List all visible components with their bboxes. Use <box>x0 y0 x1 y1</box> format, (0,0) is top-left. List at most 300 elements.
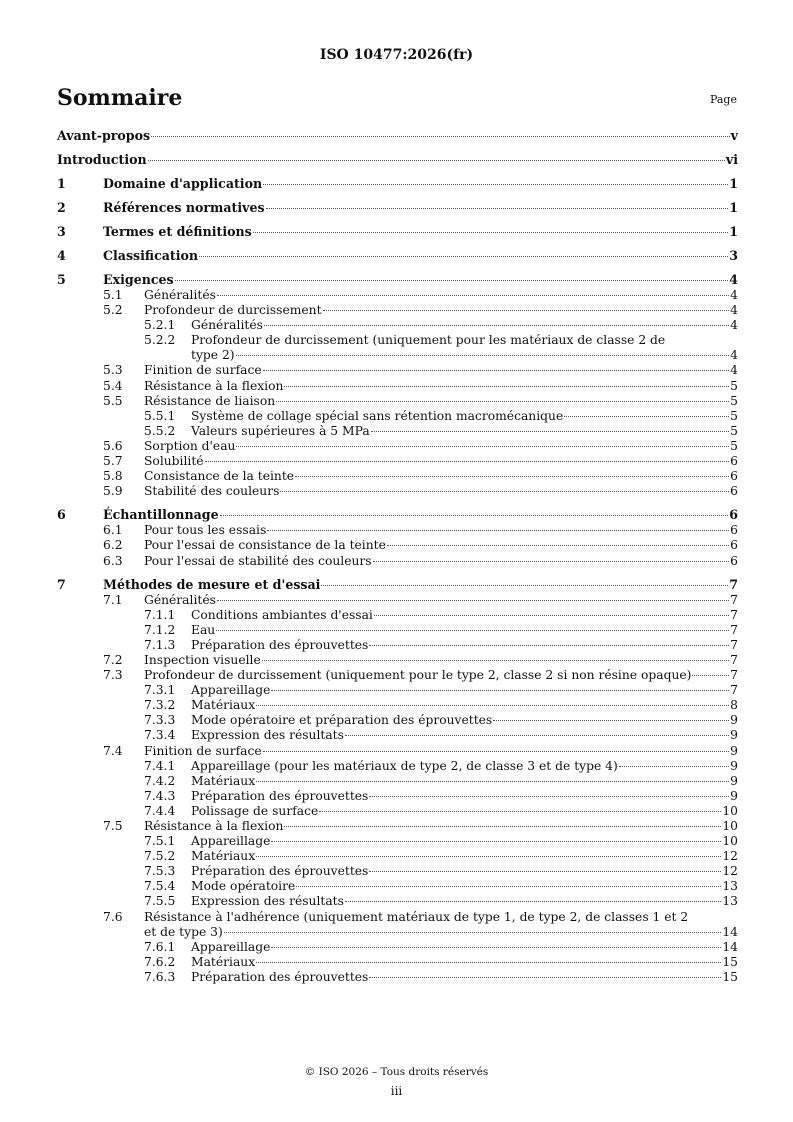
toc-entry-number: 6.3 <box>103 553 123 568</box>
toc-entry[interactable] <box>57 379 738 394</box>
toc-entry[interactable] <box>57 303 738 318</box>
toc-entry-title: Préparation des éprouvettes <box>191 637 369 652</box>
toc-entry[interactable] <box>57 759 738 774</box>
dot-leader <box>345 735 729 736</box>
toc-entry-title: Préparation des éprouvettes <box>191 969 369 984</box>
toc-entry-number: 7.5.3 <box>144 864 176 879</box>
dot-leader <box>151 136 730 137</box>
table-of-contents <box>57 128 738 985</box>
toc-entry[interactable] <box>57 970 738 985</box>
toc-entry[interactable] <box>57 454 738 469</box>
toc-entry-title-cell <box>144 538 730 553</box>
toc-entry[interactable] <box>57 409 738 424</box>
toc-entry-number: 6.1 <box>103 523 123 538</box>
document-id-header: ISO 10477:2026(fr) <box>319 47 474 63</box>
toc-entry-title-cell <box>144 484 730 499</box>
toc-entry-title-cell <box>191 894 722 909</box>
toc-entry-number: 7.5.5 <box>144 894 176 909</box>
dot-leader <box>271 947 721 948</box>
toc-entry-page: 7 <box>730 637 738 652</box>
toc-entry-page: 5 <box>730 393 738 408</box>
copyright-footer: © ISO 2026 – Tous droits réservés <box>304 1066 489 1078</box>
toc-entry-title: Résistance à l'adhérence (uniquement matériaux de type 1, de type 2, de classes 1 et 2 <box>144 909 689 924</box>
toc-entry-number: 7.5 <box>103 819 123 833</box>
dot-leader <box>321 585 728 586</box>
toc-entry-title: Consistance de la teinte <box>144 469 295 484</box>
toc-entry-title-continued: type 2) <box>191 348 235 363</box>
toc-entry-number: 5.5 <box>103 393 123 408</box>
dot-leader <box>224 932 722 933</box>
toc-entry-number: 5.6 <box>103 438 123 453</box>
toc-entry[interactable] <box>57 683 738 698</box>
dot-leader <box>284 826 721 827</box>
toc-entry-title-cell <box>191 728 730 743</box>
toc-entry-title: Matériaux <box>191 849 256 864</box>
toc-entry-page: 1 <box>729 200 738 215</box>
toc-entry-title: Résistance à la flexion <box>144 378 284 393</box>
toc-entry-number: 3 <box>57 224 66 239</box>
toc-entry-title-cell <box>57 152 726 168</box>
toc-entry[interactable] <box>57 538 738 553</box>
toc-entry-continuation[interactable] <box>57 348 738 363</box>
toc-entry-page: 3 <box>729 248 738 263</box>
toc-entry-title-cell <box>191 834 722 849</box>
toc-entry-title: Stabilité des couleurs <box>144 484 280 499</box>
dot-leader <box>373 561 730 562</box>
toc-entry[interactable] <box>57 910 738 925</box>
dot-leader <box>280 491 729 492</box>
toc-entry-title-cell <box>191 849 722 864</box>
toc-entry-title: Exigences <box>103 272 174 287</box>
toc-entry-page: 1 <box>729 224 738 239</box>
toc-entry-page: 7 <box>729 576 738 592</box>
toc-entry-page: 15 <box>722 969 738 984</box>
toc-entry[interactable] <box>57 248 738 264</box>
toc-entry-title: Profondeur de durcissement (uniquement pour le type 2, classe 2 si non résine opaque) <box>144 668 692 683</box>
toc-entry[interactable] <box>57 774 738 789</box>
toc-entry-title: Eau <box>191 622 216 637</box>
dot-leader <box>564 416 729 417</box>
toc-entry-number: 7 <box>57 576 66 592</box>
toc-entry-title-cell <box>103 224 729 240</box>
toc-entry-page: 6 <box>730 538 738 553</box>
toc-entry-page: 13 <box>722 894 738 909</box>
toc-entry[interactable] <box>57 288 738 303</box>
toc-entry-number: 7.1.3 <box>144 637 176 652</box>
dot-leader <box>371 431 729 432</box>
dot-leader <box>387 545 729 546</box>
toc-entry-title-cell <box>191 955 722 970</box>
toc-entry[interactable] <box>57 623 738 638</box>
dot-leader <box>236 446 729 447</box>
toc-entry-page: 5 <box>730 408 738 423</box>
toc-entry-number: 5 <box>57 272 66 287</box>
toc-entry-title-cell <box>191 318 730 333</box>
toc-entry-page: 14 <box>722 924 738 939</box>
toc-entry-page: 10 <box>722 803 738 818</box>
dot-leader <box>256 856 721 857</box>
toc-entry-page: 9 <box>730 713 738 728</box>
toc-entry-title-cell <box>191 638 730 653</box>
toc-entry[interactable] <box>57 864 738 879</box>
toc-entry-title-cell <box>191 348 730 363</box>
toc-entry-title: Système de collage spécial sans rétention macromécanique <box>191 408 564 423</box>
toc-entry-title: Matériaux <box>191 954 256 969</box>
toc-entry[interactable] <box>57 804 738 819</box>
toc-entry-title-cell <box>191 789 730 804</box>
toc-entry-page: 7 <box>730 668 738 683</box>
dot-leader <box>262 660 729 661</box>
dot-leader <box>216 630 729 631</box>
dot-leader <box>271 841 721 842</box>
toc-entry-title-cell <box>191 940 722 955</box>
toc-entry-title-cell <box>144 744 730 759</box>
dot-leader <box>236 355 730 356</box>
toc-entry-number: 7.3.4 <box>144 728 176 743</box>
dot-leader <box>256 781 729 782</box>
toc-entry-page: 6 <box>730 553 738 568</box>
toc-entry-number: 7.3 <box>103 668 123 683</box>
toc-entry-title-cell <box>103 200 729 216</box>
toc-entry-page: 9 <box>730 758 738 773</box>
toc-entry-number: 7.1.2 <box>144 622 176 637</box>
toc-entry-title: Finition de surface <box>144 743 262 758</box>
toc-entry-page: 13 <box>722 879 738 894</box>
toc-entry-page: 12 <box>722 849 738 864</box>
dot-leader <box>263 184 728 185</box>
toc-entry-number: 5.2 <box>103 303 123 318</box>
toc-entry-title-cell <box>191 608 730 623</box>
toc-entry[interactable] <box>57 469 738 484</box>
toc-entry-title: Termes et définitions <box>103 224 252 239</box>
dot-leader <box>319 811 721 812</box>
toc-entry[interactable] <box>57 272 738 288</box>
toc-entry-title: Appareillage <box>191 683 271 698</box>
toc-entry-title: Références normatives <box>103 200 265 215</box>
toc-entry[interactable] <box>57 849 738 864</box>
toc-entry-title-cell <box>144 819 722 834</box>
toc-entry-page: 9 <box>730 728 738 743</box>
toc-entry[interactable] <box>57 593 738 608</box>
toc-entry-title-cell <box>144 288 730 303</box>
dot-leader <box>263 751 730 752</box>
toc-entry-title-cell <box>191 424 730 439</box>
toc-entry-title-cell <box>144 379 730 394</box>
dot-leader <box>271 690 729 691</box>
dot-leader <box>369 871 721 872</box>
toc-entry-title: Profondeur de durcissement (uniquement pour les matériaux de classe 2 de <box>191 333 666 348</box>
toc-entry-page: 4 <box>730 318 738 333</box>
toc-entry-page: vi <box>725 152 738 167</box>
dot-leader <box>263 370 730 371</box>
toc-entry-title: Pour tous les essais <box>144 523 267 538</box>
page-number: iii <box>390 1084 403 1098</box>
toc-entry-title-continued: et de type 3) <box>144 924 223 939</box>
toc-entry[interactable] <box>57 363 738 378</box>
toc-entry-number: 7.6.1 <box>144 939 176 954</box>
toc-entry-page: 7 <box>730 622 738 637</box>
toc-entry[interactable] <box>57 333 738 348</box>
toc-entry[interactable] <box>57 940 738 955</box>
toc-entry-number: 7.3.1 <box>144 683 176 698</box>
toc-entry-title: Expression des résultats <box>191 728 344 743</box>
toc-entry-title-cell <box>144 593 730 608</box>
toc-entry-page: 9 <box>730 788 738 803</box>
toc-entry-page: 8 <box>730 698 738 713</box>
toc-entry-number: 7.5.2 <box>144 849 176 864</box>
toc-entry-title-cell <box>103 272 729 288</box>
toc-entry-page: 5 <box>730 378 738 393</box>
toc-entry-number: 7.4.2 <box>144 773 176 788</box>
toc-entry-title-cell <box>144 363 730 378</box>
toc-entry-title-cell <box>144 394 730 409</box>
toc-entry[interactable] <box>57 424 738 439</box>
toc-entry-title-cell <box>191 879 722 894</box>
toc-entry-page: 6 <box>730 523 738 538</box>
title-row <box>57 85 737 115</box>
dot-leader <box>205 461 730 462</box>
toc-entry-number: 7.6 <box>103 909 123 924</box>
toc-entry[interactable] <box>57 819 738 834</box>
toc-entry-page: 12 <box>722 864 738 879</box>
toc-entry-page: 7 <box>730 683 738 698</box>
toc-entry-page: 6 <box>730 454 738 469</box>
toc-entry-title-cell <box>191 864 722 879</box>
toc-entry-title: Appareillage (pour les matériaux de type 2, de classe 3 et de type 4) <box>191 758 618 773</box>
dot-leader <box>369 796 729 797</box>
toc-entry-title-cell <box>191 759 730 774</box>
toc-entry-title: Généralités <box>144 288 216 302</box>
toc-entry-number: 6 <box>57 507 66 523</box>
toc-entry-page: 5 <box>730 423 738 438</box>
toc-entry-page: 7 <box>730 592 738 607</box>
toc-entry-title: Mode opératoire <box>191 879 296 894</box>
dot-leader <box>253 232 728 233</box>
toc-entry-title-cell <box>191 409 730 424</box>
toc-entry[interactable] <box>57 318 738 333</box>
toc-entry-title-cell <box>144 925 722 940</box>
toc-entry[interactable] <box>57 744 738 759</box>
toc-entry-number: 1 <box>57 176 66 191</box>
toc-entry-title: Échantillonnage <box>103 507 219 523</box>
toc-entry-title-cell <box>191 804 722 819</box>
toc-entry-page: 14 <box>722 939 738 954</box>
toc-entry-number: 7.4.4 <box>144 803 176 818</box>
dot-leader <box>295 476 729 477</box>
toc-entry-title: Valeurs supérieures à 5 MPa <box>191 423 370 438</box>
dot-leader <box>217 295 729 296</box>
toc-entry-title: Préparation des éprouvettes <box>191 864 369 879</box>
toc-entry-page: 10 <box>722 834 738 849</box>
dot-leader <box>619 766 729 767</box>
dot-leader <box>692 675 729 676</box>
toc-entry-number: 5.7 <box>103 454 123 469</box>
toc-entry-title-cell <box>103 577 729 593</box>
toc-entry[interactable] <box>57 152 738 168</box>
toc-entry-title-cell <box>103 248 729 264</box>
toc-entry-title-cell <box>144 439 730 454</box>
dot-leader <box>148 160 725 161</box>
toc-entry[interactable] <box>57 668 738 683</box>
toc-entry-title: Mode opératoire et préparation des éprouvettes <box>191 713 493 728</box>
toc-entry-number: 5.9 <box>103 484 123 499</box>
toc-entry[interactable] <box>57 698 738 713</box>
toc-entry-number: 4 <box>57 248 66 263</box>
toc-entry-title: Résistance de liaison <box>144 393 276 408</box>
toc-entry-number: 7.4 <box>103 743 123 758</box>
toc-entry-page: 7 <box>730 652 738 667</box>
toc-entry-number: 2 <box>57 200 66 215</box>
toc-entry[interactable] <box>57 728 738 743</box>
toc-entry-number: 5.1 <box>103 288 123 302</box>
toc-entry-number: 5.5.2 <box>144 423 176 438</box>
toc-entry-page: 6 <box>729 507 738 523</box>
toc-entry-title-cell <box>144 653 730 668</box>
toc-entry-page: 4 <box>730 288 738 302</box>
toc-entry-number: 7.4.1 <box>144 758 176 773</box>
toc-entry[interactable] <box>57 894 738 909</box>
toc-entry-title: Méthodes de mesure et d'essai <box>103 576 321 592</box>
toc-entry-title: Appareillage <box>191 939 271 954</box>
toc-entry[interactable] <box>57 955 738 970</box>
toc-entry-title-cell <box>191 774 730 789</box>
dot-leader <box>264 325 729 326</box>
toc-entry-page: 4 <box>730 303 738 318</box>
toc-entry-page: 9 <box>730 773 738 788</box>
toc-entry-continuation[interactable] <box>57 925 738 940</box>
dot-leader <box>284 386 729 387</box>
page-column-label: Page <box>709 93 737 106</box>
toc-entry-page: 4 <box>729 272 738 287</box>
dot-leader <box>323 310 730 311</box>
toc-entry-title: Généralités <box>144 592 216 607</box>
toc-entry-number: 7.1.1 <box>144 607 176 622</box>
toc-entry-title: Généralités <box>191 318 263 333</box>
dot-leader <box>276 401 729 402</box>
toc-entry-number: 7.6.3 <box>144 969 176 984</box>
toc-entry[interactable] <box>57 879 738 894</box>
toc-entry-number: 5.5.1 <box>144 408 176 423</box>
toc-entry-number: 5.2.1 <box>144 318 176 333</box>
toc-entry-title-cell <box>144 523 730 538</box>
toc-entry[interactable] <box>57 577 738 593</box>
toc-entry-title-cell <box>103 176 729 192</box>
toc-entry-title-cell <box>191 698 730 713</box>
toc-entry-number: 7.1 <box>103 592 123 607</box>
toc-entry[interactable] <box>57 176 738 192</box>
toc-entry-title: Expression des résultats <box>191 894 344 909</box>
dot-leader <box>345 901 721 902</box>
toc-entry-page: 4 <box>730 363 738 378</box>
toc-entry[interactable] <box>57 653 738 668</box>
toc-entry-page: 4 <box>730 348 738 363</box>
toc-entry-title: Préparation des éprouvettes <box>191 788 369 803</box>
toc-entry-title-cell <box>191 683 730 698</box>
toc-entry-page: v <box>730 128 738 143</box>
toc-entry-title: Pour l'essai de stabilité des couleurs <box>144 553 372 568</box>
toc-entry-page: 5 <box>730 438 738 453</box>
toc-entry-title: Résistance à la flexion <box>144 819 284 833</box>
toc-entry-number: 7.3.3 <box>144 713 176 728</box>
toc-entry-title: Matériaux <box>191 698 256 713</box>
toc-entry-title-cell <box>144 303 730 318</box>
dot-leader <box>256 705 729 706</box>
toc-entry[interactable] <box>57 789 738 804</box>
toc-entry-title: Domaine d'application <box>103 176 263 191</box>
toc-entry-title: Appareillage <box>191 834 271 849</box>
dot-leader <box>256 962 721 963</box>
toc-entry-page: 9 <box>730 743 738 758</box>
toc-entry-number: 7.4.3 <box>144 788 176 803</box>
toc-entry[interactable] <box>57 439 738 454</box>
toc-entry-title-cell <box>191 713 730 728</box>
dot-leader <box>369 645 729 646</box>
dot-leader <box>369 977 721 978</box>
toc-entry-page: 10 <box>722 819 738 833</box>
dot-leader <box>267 530 729 531</box>
toc-entry-title: Inspection visuelle <box>144 652 261 667</box>
toc-entry-number: 7.5.1 <box>144 834 176 849</box>
toc-entry[interactable] <box>57 200 738 216</box>
toc-entry[interactable] <box>57 224 738 240</box>
toc-entry-title: Pour l'essai de consistance de la teinte <box>144 538 386 553</box>
toc-entry[interactable] <box>57 484 738 499</box>
toc-entry-number: 7.6.2 <box>144 954 176 969</box>
toc-entry-title-cell <box>144 454 730 469</box>
dot-leader <box>217 600 729 601</box>
toc-entry-title-cell <box>191 970 722 985</box>
toc-entry-title: Profondeur de durcissement <box>144 303 322 318</box>
toc-entry-page: 7 <box>730 607 738 622</box>
dot-leader <box>374 615 729 616</box>
page-title: Sommaire <box>57 85 183 111</box>
toc-entry-page: 1 <box>729 176 738 191</box>
toc-entry-title-cell <box>103 507 729 523</box>
toc-entry-title: Conditions ambiantes d'essai <box>191 607 373 622</box>
toc-entry-page: 6 <box>730 484 738 499</box>
dot-leader <box>266 208 729 209</box>
toc-entry[interactable] <box>57 554 738 569</box>
toc-entry-title-cell <box>191 623 730 638</box>
toc-entry-title: Finition de surface <box>144 363 262 378</box>
toc-entry-number: 7.5.4 <box>144 879 176 894</box>
toc-entry-title-cell <box>57 128 731 144</box>
toc-entry-number: 7.2 <box>103 652 123 667</box>
toc-entry[interactable] <box>57 834 738 849</box>
dot-leader <box>493 720 729 721</box>
toc-entry[interactable] <box>57 638 738 653</box>
toc-entry[interactable] <box>57 523 738 538</box>
toc-entry-number: 6.2 <box>103 538 123 553</box>
toc-entry-number: 5.3 <box>103 363 123 378</box>
toc-entry-title: Solubilité <box>144 454 204 469</box>
toc-entry-number: 5.8 <box>103 469 123 484</box>
toc-entry[interactable] <box>57 394 738 409</box>
toc-entry-title-cell <box>144 554 730 569</box>
toc-entry-number: 5.2.2 <box>144 333 176 348</box>
toc-entry-title: Avant-propos <box>57 128 151 143</box>
toc-entry-title: Classification <box>103 248 199 263</box>
toc-entry[interactable] <box>57 507 738 523</box>
toc-entry[interactable] <box>57 713 738 728</box>
toc-entry-title: Sorption d'eau <box>144 438 236 453</box>
toc-entry-title-cell <box>144 469 730 484</box>
toc-entry-number: 5.4 <box>103 378 123 393</box>
dot-leader <box>175 280 729 281</box>
toc-entry[interactable] <box>57 608 738 623</box>
toc-entry-page: 15 <box>722 954 738 969</box>
toc-entry[interactable] <box>57 128 738 144</box>
